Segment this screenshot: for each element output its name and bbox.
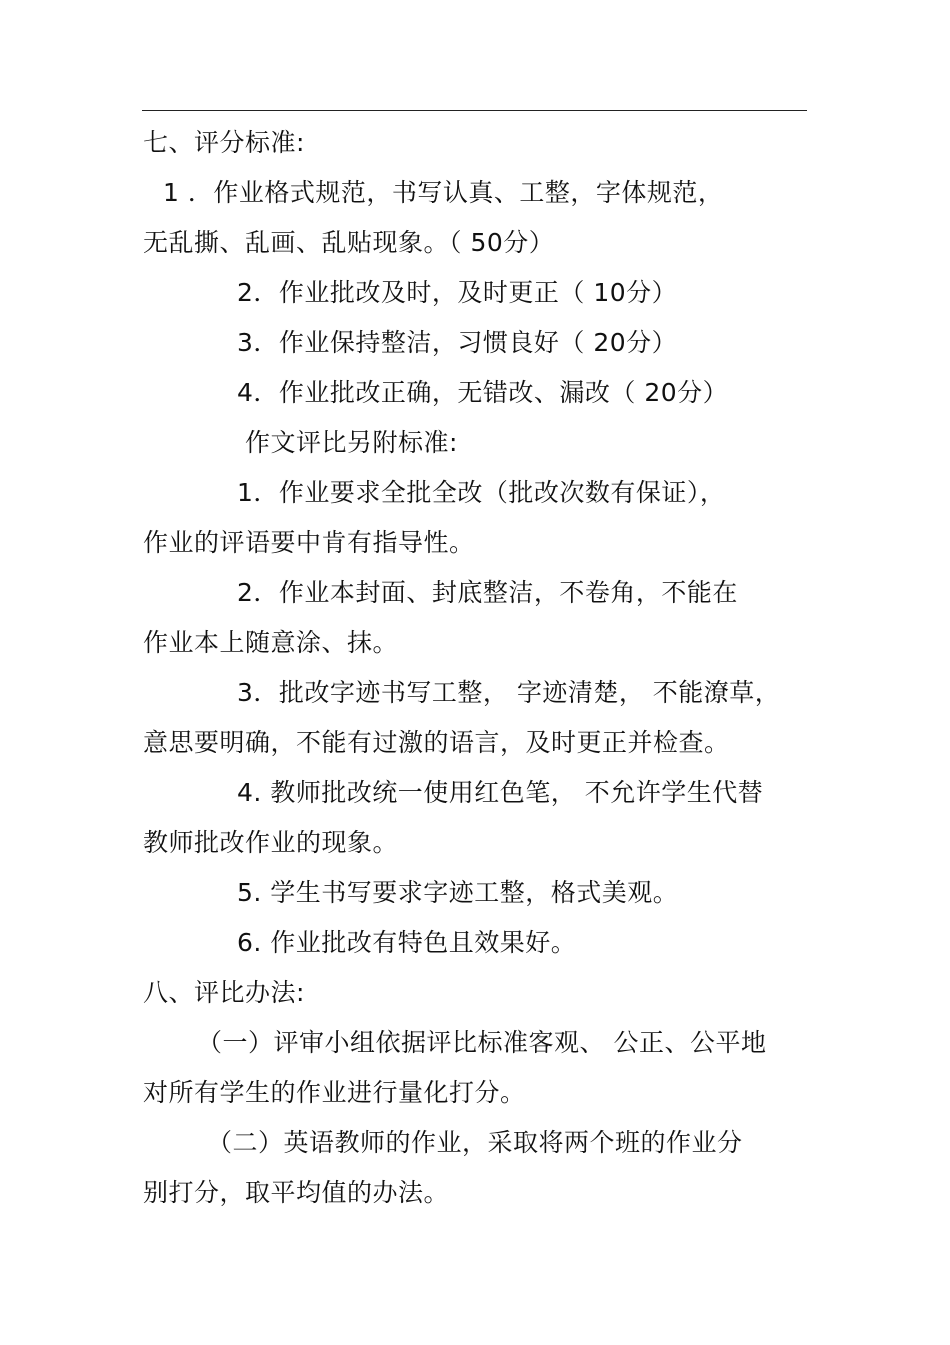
essay-item-2-line-1: 2．作业本封面、封底整洁，不卷角，不能在 bbox=[237, 578, 738, 607]
essay-item-3-line-2: 意思要明确，不能有过激的语言，及时更正并检查。 bbox=[143, 728, 730, 757]
section-7-heading: 七、评分标准: bbox=[143, 128, 305, 157]
essay-item-4-line-2: 教师批改作业的现象。 bbox=[143, 828, 399, 857]
criteria-item-1-line-1: 1 ．作业格式规范，书写认真、工整，字体规范， bbox=[163, 178, 724, 207]
essay-item-1-line-2: 作业的评语要中肯有指导性。 bbox=[143, 528, 475, 557]
essay-item-4-line-1: 4. 教师批改统一使用红色笔， 不允许学生代替 bbox=[237, 778, 764, 807]
method-2-line-1: （二）英语教师的作业，采取将两个班的作业分 bbox=[207, 1128, 743, 1157]
essay-item-3-line-1: 3．批改字迹书写工整， 字迹清楚， 不能潦草， bbox=[237, 678, 781, 707]
essay-criteria-heading: 作文评比另附标准: bbox=[245, 428, 458, 457]
criteria-item-2: 2．作业批改及时，及时更正（ 10分） bbox=[237, 278, 678, 307]
method-1-line-2: 对所有学生的作业进行量化打分。 bbox=[143, 1078, 526, 1107]
essay-item-1-line-1: 1．作业要求全批全改（批改次数有保证）， bbox=[237, 478, 726, 507]
criteria-item-3: 3．作业保持整洁，习惯良好（ 20分） bbox=[237, 328, 678, 357]
criteria-item-1-line-2: 无乱撕、乱画、乱贴现象。（ 50分） bbox=[143, 228, 555, 257]
method-1-line-1: （一）评审小组依据评比标准客观、 公正、公平地 bbox=[197, 1028, 767, 1057]
essay-item-2-line-2: 作业本上随意涂、抹。 bbox=[143, 628, 399, 657]
essay-item-6: 6. 作业批改有特色且效果好。 bbox=[237, 928, 577, 957]
header-rule bbox=[142, 110, 807, 111]
criteria-item-4: 4．作业批改正确，无错改、漏改（ 20分） bbox=[237, 378, 729, 407]
method-2-line-2: 别打分，取平均值的办法。 bbox=[143, 1178, 450, 1207]
essay-item-5: 5. 学生书写要求字迹工整，格式美观。 bbox=[237, 878, 679, 907]
section-8-heading: 八、评比办法: bbox=[143, 978, 305, 1007]
